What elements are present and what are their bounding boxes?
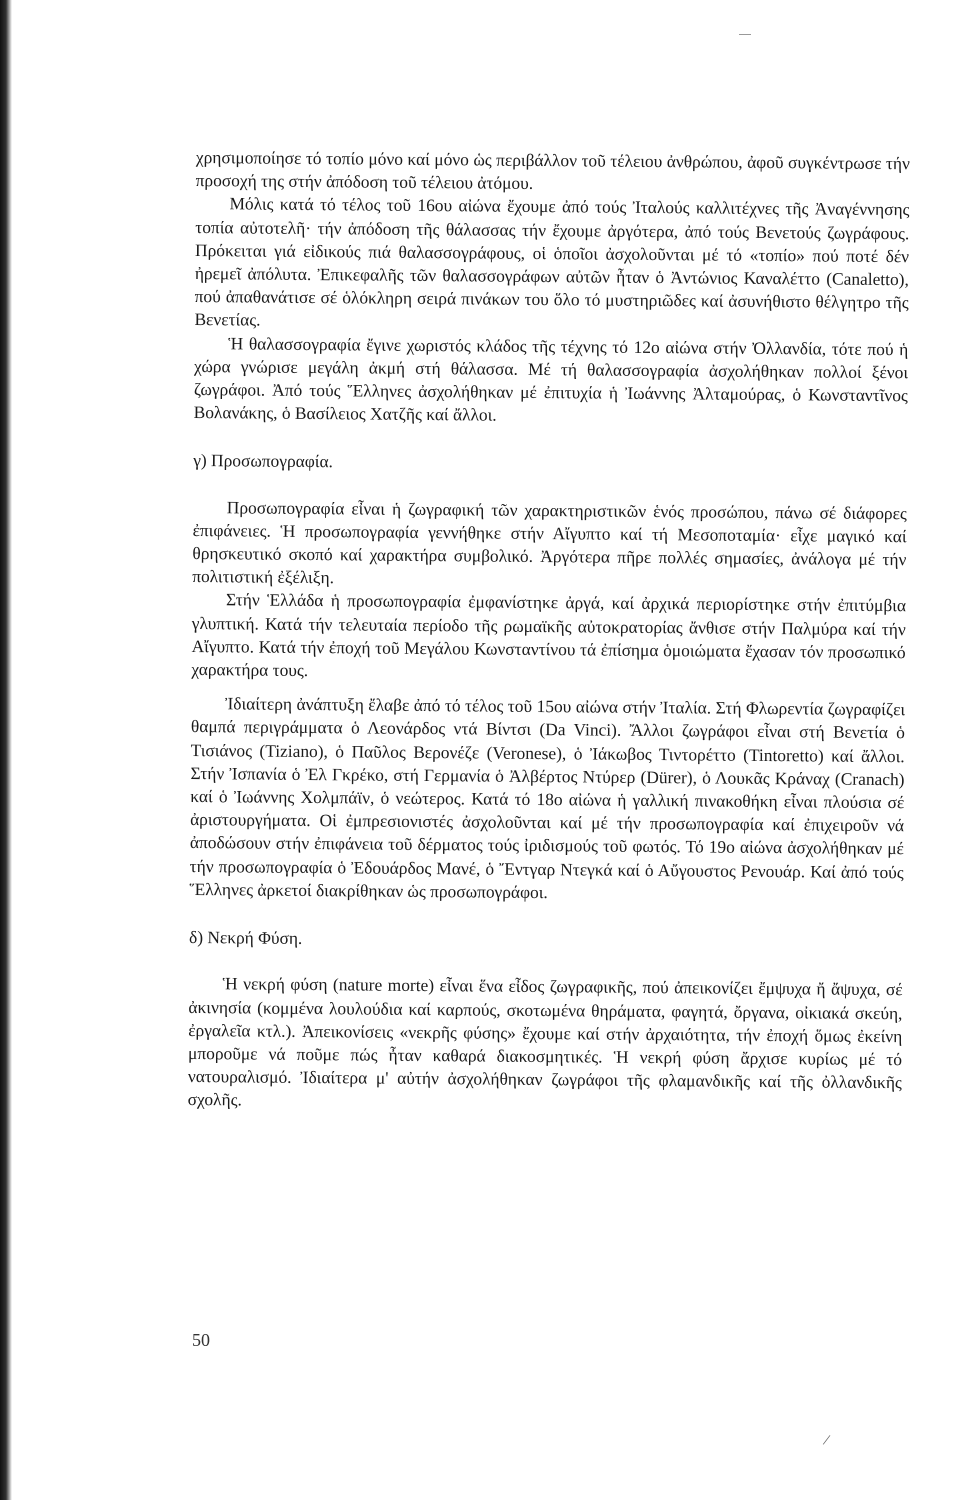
paragraph-portrait-1: Προσωπογραφία εἶναι ἡ ζωγραφική τῶν χαρακτηριστικῶν ἑνός προσώπου, πάνω σέ διάφορες ἐπιφάνειες. Ἡ προσωπογραφία γεννήθηκε στήν Αἴγυπτο καί τή Μεσοποταμία· εἶχε μαγικό καί θρησκευτικό σκοπό καί χαρακτήρα συμβολικό. Ἀργότερα πῆρε πολλές σημασίες, ἀνάλογα μέ τήν πολιτιστική ἐξέλιξη. [192,496,907,588]
scan-mark [739,34,751,35]
paragraph-still-life-1: Ἡ νεκρή φύση (nature morte) εἶναι ἕνα εἶδος ζωγραφικῆς, πού ἀπεικονίζει ἔμψυχα ἤ ἄψυχα, σέ ἀκινησία (κομμένα λουλούδια καί καρπούς, σκοτωμένα θηράματα, φαγητά, ὄργανα, οἰκιακά σκεύη, ἐργαλεῖα κτλ.). Ἀπεικονίσεις «νεκρῆς φύσης» ἔχουμε καί στήν ἀρχαιότητα, τήν ἐποχή ὅμως ἐκείνη μποροῦμε νά ποῦμε πώς ἦταν καθαρά διακοσμητικές. Ἡ νεκρή φύση ἄρχισε κυρίως μέ τό νατουραλισμό. Ἰδιαίτερα μ' αὐτήν ἀσχολήθηκαν ζωγράφοι τῆς φλαμανδικῆς καί τῆς ὀλλανδικῆς σχολῆς. [187,973,903,1110]
paragraph-intro-3: Ἡ θαλασσογραφία ἔγινε χωριστός κλάδος τῆς τέχνης τό 12ο αἰώνα στήν Ὀλλανδία, τότε πού ἡ χώρα γνώρισε μεγάλη ἀκμή στή θάλασσα. Μέ τή θαλασσογραφία ἀσχολήθηκαν πολλοί ξένοι ζωγράφοι. Ἀπό τούς Ἕλληνες ἀσχολήθηκαν μέ ἐπιτυχία ἡ Ἰωάννης Ἀλταμούρας, ὁ Κωνσταντῖνος Βολανάκης, ὁ Βασίλειος Χατζῆς καί ἄλλοι. [193,332,909,425]
section-heading-still-life: δ) Νεκρή Φύση. [189,927,303,949]
page-number: 50 [192,1330,210,1350]
paragraph-intro-2: Μόλις κατά τό τέλος τοῦ 16ου αἰώνα ἔχουμε ἀπό τούς Ἰταλούς καλλιτέχνες τῆς Ἀναγέννησης τοπία αὐτοτελῆ· τήν ἀπόδοση τῆς θάλασσας τήν ἔχουμε ἀργότερα, ἀπό τούς Βενετούς ζωγράφους. Πρόκειται γιά εἰδικούς πιά θαλασσογράφους, οἱ ὁποῖοι ἀσχολοῦνται μέ τό «τοπίο» πού ποτέ δέν ἠρεμεῖ ἀπόλυτα. Ἐπικεφαλῆς τῶν θαλασσογράφων αὐτῶν ἦταν ὁ Ἀντώνιος Καναλέττο (Canaletto), πού ἀπαθανάτισε σέ ὁλόκληρη σειρά πινάκων του ὅλο τό μυστηριῶδες καί ἀσυνήθιστο θέλγητρο τῆς Βενετίας. [194,193,910,330]
page-body [188,146,910,1118]
page-binding-shadow [0,0,12,1500]
scan-mark-corner: / [821,1431,832,1450]
section-heading-portrait: γ) Προσωπογραφία. [193,450,334,472]
paragraph-portrait-2: Στήν Ἑλλάδα ἡ προσωπογραφία ἐμφανίστηκε ἀργά, καί ἀρχικά περιορίστηκε στήν ἐπιτύμβια γλυπτική. Κατά τήν τελευταία περίοδο τῆς ρωμαϊκῆς αὐτοκρατορίας ἄνθισε στήν Παλμύρα καί τήν Αἴγυπτο. Κατά τήν ἐποχή τοῦ Μεγάλου Κωνσταντίνου τά ἐπίσημα ὁμοιώματα ἔχασαν τόν προσωπικό χαρακτήρα τους. [191,589,907,681]
paragraph-portrait-3: Ἰδιαίτερη ἀνάπτυξη ἔλαβε ἀπό τό τέλος τοῦ 15ου αἰώνα στήν Ἰταλία. Στή Φλωρεντία ζωγραφίζει θαμπά περιγράμματα ὁ Λεονάρδος ντά Βίντσι (Da Vinci). Ἄλλοι ζωγράφοι εἶναι στή Βενετία ὁ Τισιάνος (Tiziano), ὁ Παῦλος Βερονέζε (Veronese), ὁ Ἰάκωβος Τιντορέττο (Tintoretto) καί ἄλλοι. Στήν Ἰσπανία ὁ Ἐλ Γκρέκο, στή Γερμανία ὁ Ἀλβέρτος Ντύρερ (Dürer), ὁ Λουκᾶς Κράναχ (Cranach) καί ὁ Ἰωάννης Χολμπάϊν, ὁ νεώτερος. Κατά τό 18ο αἰώνα ἡ γαλλική πινακοθήκη εἶναι πλούσια σέ ἀριστουργήματα. Οἱ ἐμπρεσιονιστές ἀσχολοῦνται καί μέ τήν προσωπογραφία καί ἐπιχειροῦν νά ἀποδώσουν στήν ἐπιφάνεια τοῦ δέρματος τούς ἰριδισμούς τοῦ φωτός. Τό 19ο αἰώνα ἀσχολήθηκαν μέ τήν προσωπογραφία ὁ Ἐδουάρδος Μανέ, ὁ Ἔντγαρ Ντεγκά καί ὁ Αὔγουστος Ρενουάρ. Καί ἀπό τούς Ἕλληνες ἀρκετοί διακρίθηκαν ὡς προσωπογράφοι. [189,693,906,902]
paragraph-intro-1: χρησιμοποίησε τό τοπίο μόνο καί μόνο ὡς περιβάλλον τοῦ τέλειου ἀνθρώπου, ἀφοῦ συγκέντρωσε τήν προσοχή της στήν ἀπόδοση τοῦ τέλειου ἀτόμου. [195,146,910,194]
